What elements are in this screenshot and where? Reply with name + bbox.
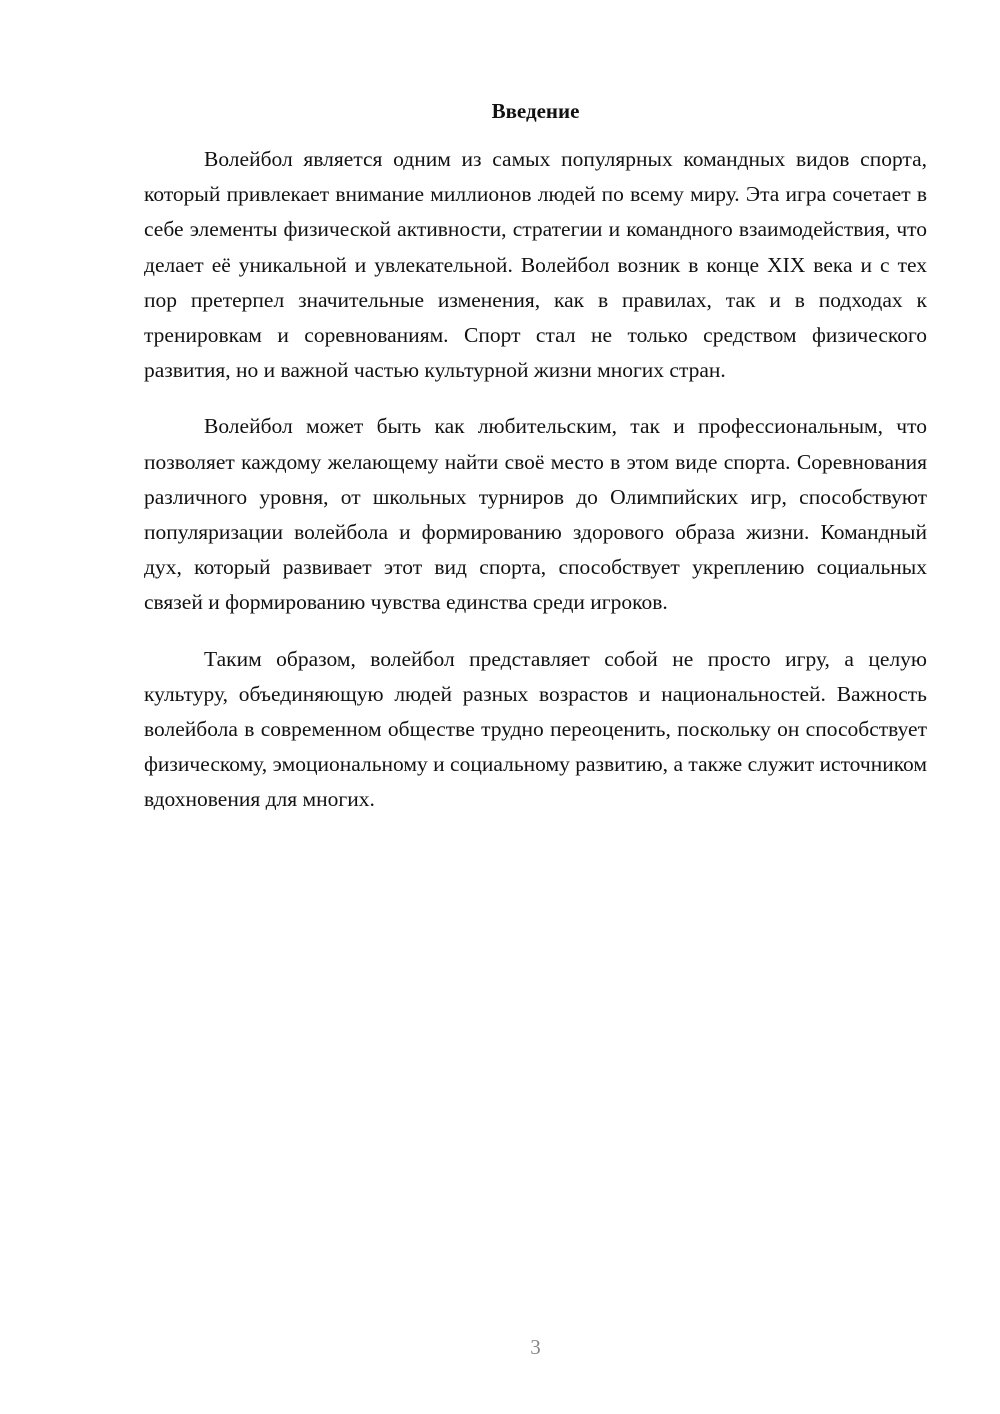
paragraph-3: Таким образом, волейбол представляет собой не просто игру, а целую культуру, объединяющую людей разных возрастов и национальностей. Важность волейбола в современном обществе трудно переоценить, поскольку он способствует физическому, эмоциональному и социальному развитию, а также служит источником вдохновения для многих. [144,646,927,812]
paragraph-2: Волейбол может быть как любительским, так и профессиональным, что позволяет каждому желающему найти своё место в этом виде спорта. Соревнования различного уровня, от школьных турниров до Олимпийских игр, способствуют популяризации волейбола и формированию здорового образа жизни. Командный дух, который развивает этот вид спорта, способствует укреплению социальных связей и формированию чувства единства среди игроков. [144,414,927,615]
section-heading: Введение [491,99,580,123]
paragraph-1: Волейбол является одним из самых популярных командных видов спорта, который привлекает внимание миллионов людей по всему миру. Эта игра сочетает в себе элементы физической активности, стратегии и командного взаимодействия, что делает её уникальной и увлекательной. Волейбол возник в конце XIX века и с тех пор претерпел значительные изменения, как в правилах, так и в подходах к тренировкам и соревнованиям. Спорт стал не только средством физического развития, но и важной частью культурной жизни многих стран. [144,147,927,383]
page-number: 3 [530,1335,541,1359]
body-text [144,142,927,839]
